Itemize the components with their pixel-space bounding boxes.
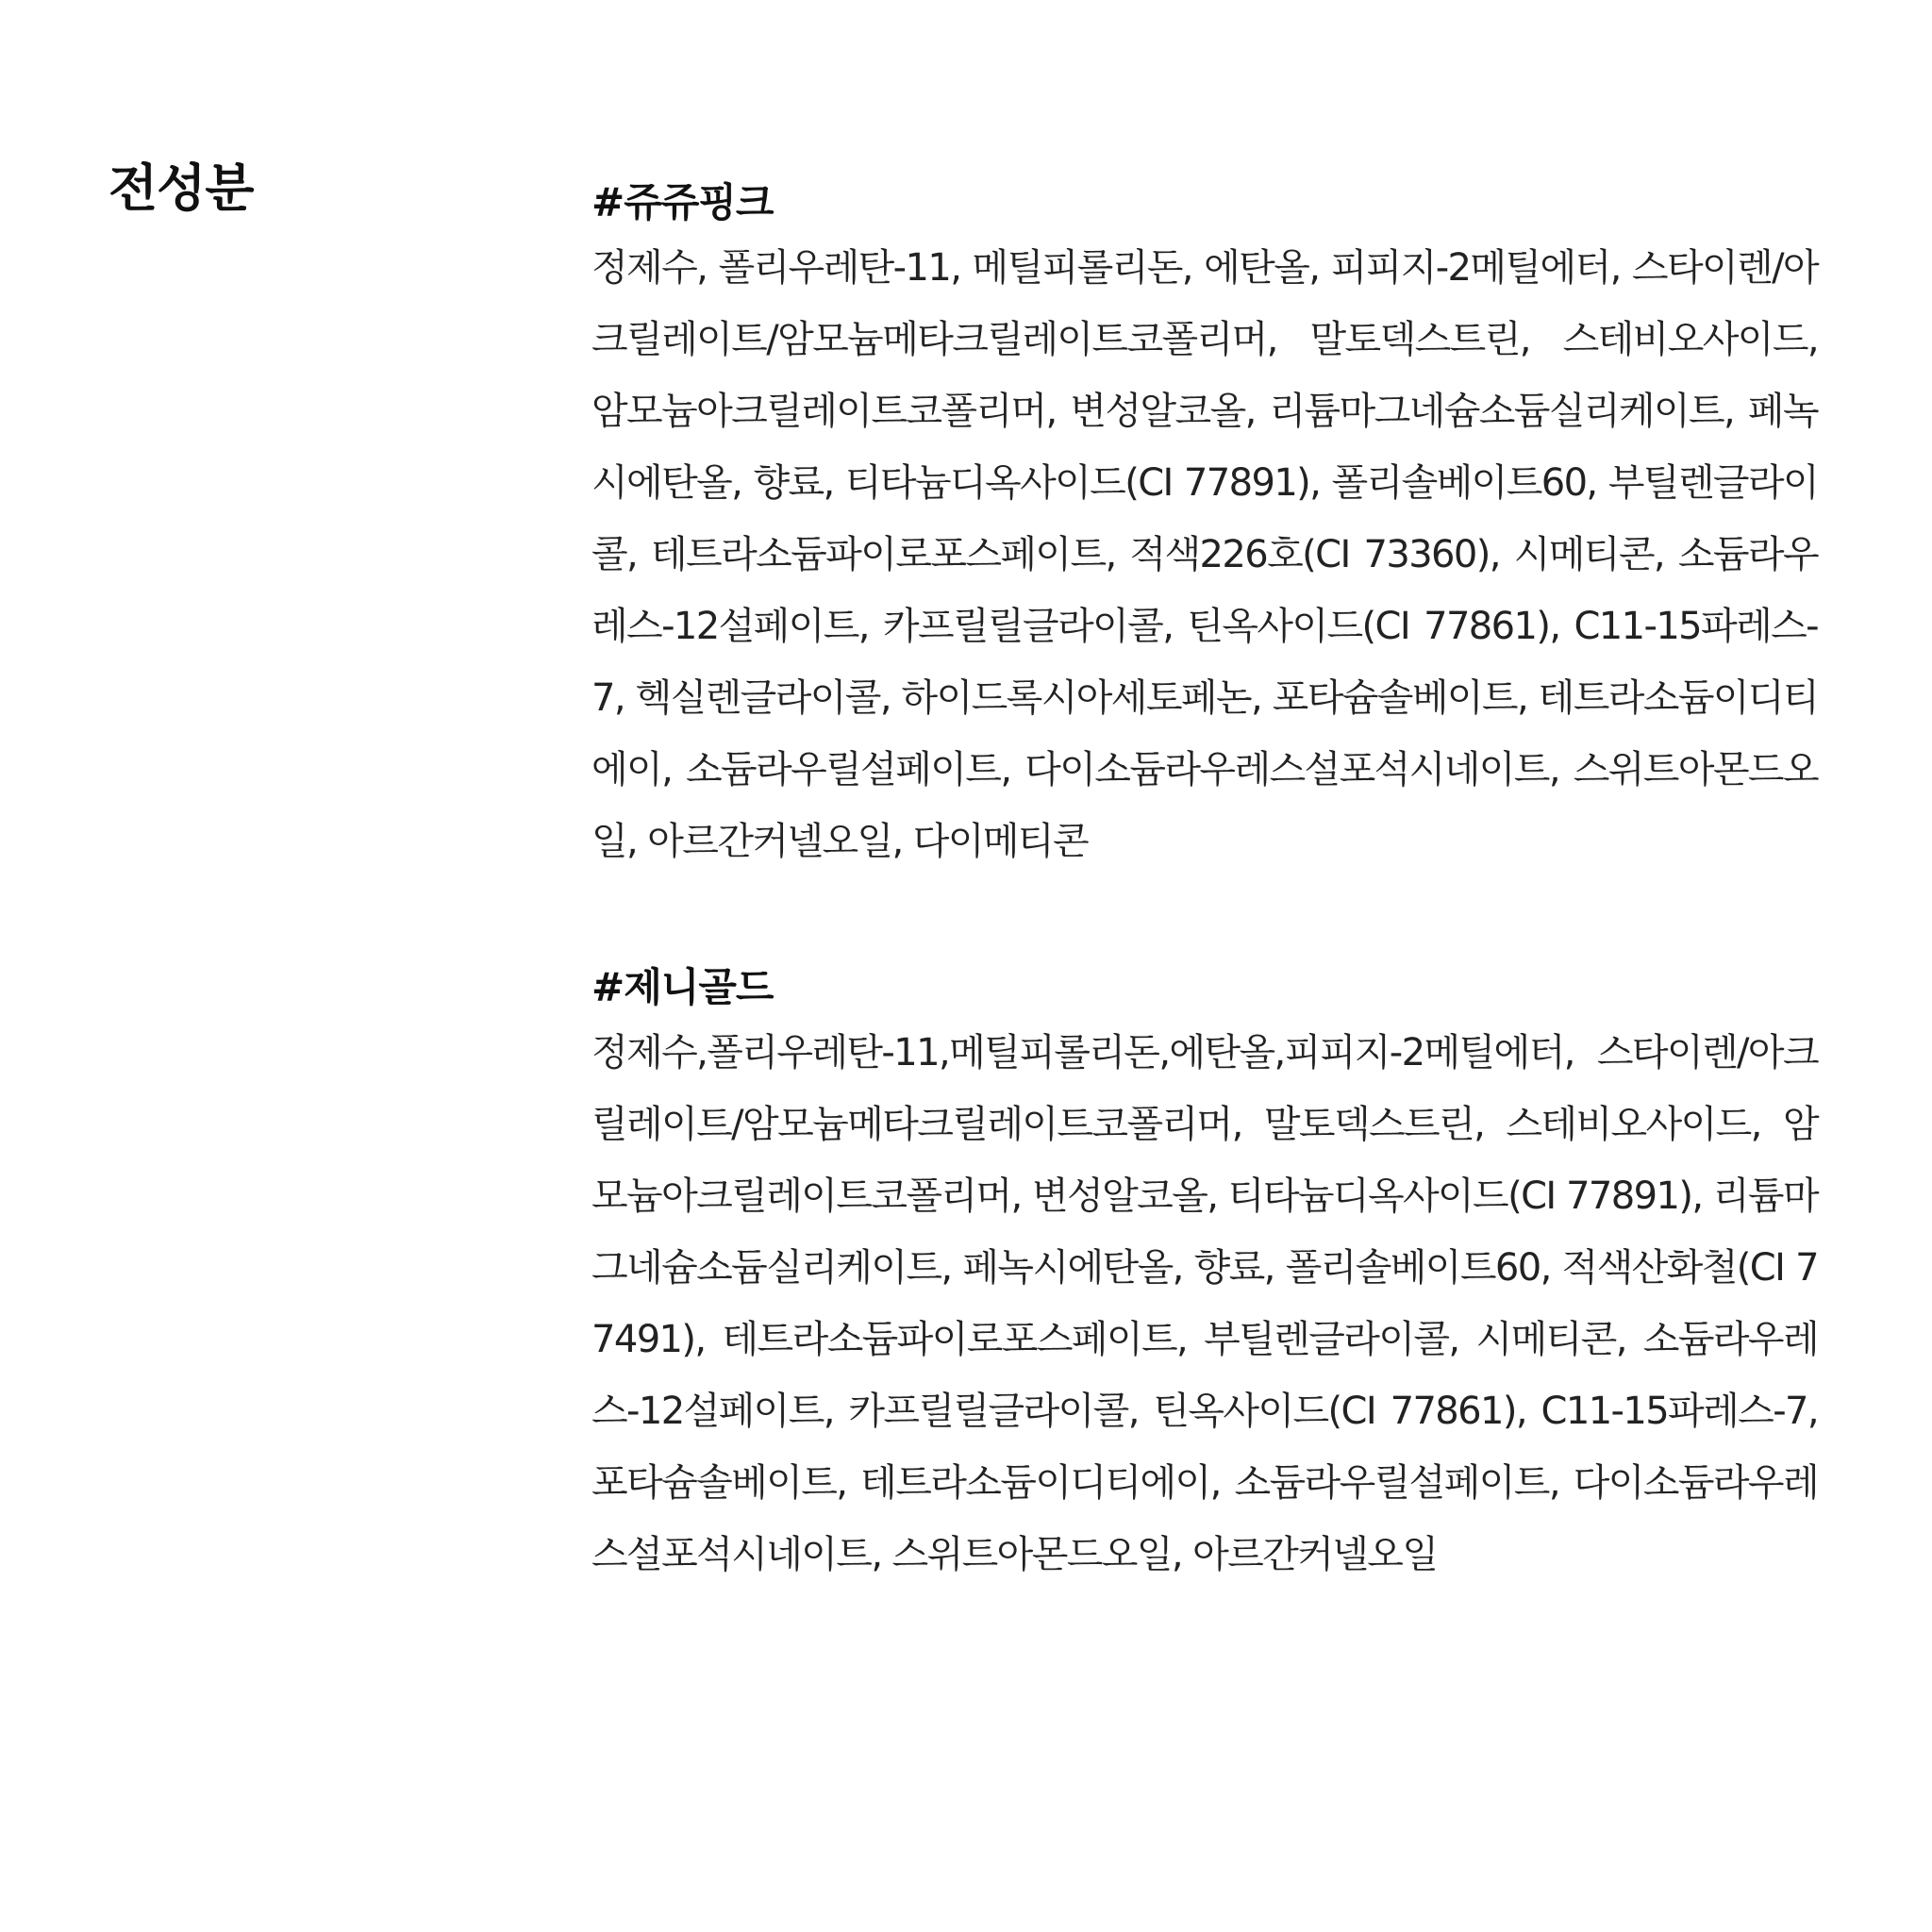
product-title: #쥬쥬핑크 xyxy=(591,179,774,225)
ingredients-column xyxy=(591,175,1818,1674)
ingredient-list: 정제수, 폴리우레탄-11, 메틸피롤리돈, 에탄올, 피피지-2메틸에터, 스타이렌/아크릴레이트/암모늄메타크릴레이트코폴리머, 말토덱스트린, 스테비오사이드, 암모늄아크릴레이트코폴리머, 변성알코올, 리튬마그네슘소듐실리케이트, 페녹시에탄올, 향료, 티타늄디옥사이드(CI 77891), 폴리솔베이트60, 부틸렌글라이콜, 테트라소듐파이로포스페이트, 적색226호(CI 73360), 시메티콘, 소듐라우레스-12설페이트, 카프릴릴글라이콜, 틴옥사이드(CI 77861), C11-15파레스-7, 헥실렌글라이콜, 하이드록시아세토페논, 포타슘솔베이트, 테트라소듐이디티에이, 소듐라우릴설페이트, 다이소듐라우레스설포석시네이트, 스위트아몬드오일, 아르간커넬오일, 다이메티콘 xyxy=(591,246,1818,863)
ingredient-list: 정제수,폴리우레탄-11,메틸피롤리돈,에탄올,피피지-2메틸에터, 스타이렌/아크릴레이트/암모늄메타크릴레이트코폴리머, 말토덱스트린, 스테비오사이드, 암모늄아크릴레이트코폴리머, 변성알코올, 티타늄디옥사이드(CI 77891), 리튬마그네슘소듐실리케이트, 페녹시에탄올, 향료, 폴리솔베이트60, 적색산화철(CI 77491), 테트라소듐파이로포스페이트, 부틸렌글라이콜, 시메티콘, 소듐라우레스-12설페이트, 카프릴릴글라이콜, 틴옥사이드(CI 77861), C11-15파레스-7, 포타슘솔베이트, 테트라소듐이디티에이, 소듐라우릴설페이트, 다이소듐라우레스설포석시네이트, 스위트아몬드오일, 아르간커넬오일 xyxy=(591,1031,1818,1576)
product-title: #제니골드 xyxy=(591,964,774,1010)
product-section-jujupink xyxy=(591,175,1818,877)
page-heading: 전성분 xyxy=(108,158,254,218)
product-section-jennygold xyxy=(591,960,1818,1591)
